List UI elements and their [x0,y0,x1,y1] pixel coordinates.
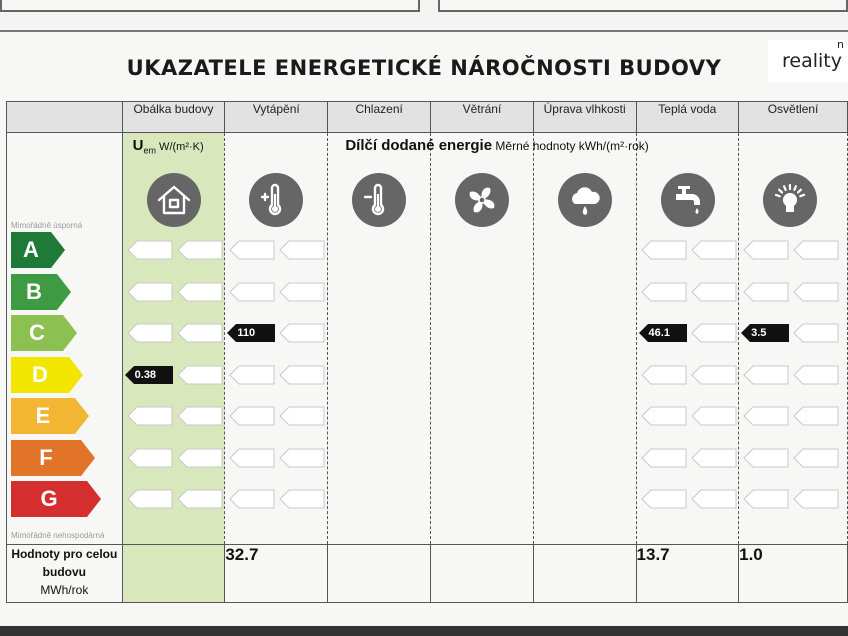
heating-rating-slot [279,282,325,302]
lighting-rating-slot [793,282,839,302]
rating-value: 110 [237,327,256,339]
logo-small-text: n [837,38,844,51]
lighting-rating-slot [743,489,789,509]
partial-energy-title: Dílčí dodané energie [345,137,493,154]
energy-class-letter: C [29,320,45,345]
lighting-rating-slot [743,365,789,385]
envelope-rating-marker [125,365,173,385]
heating-rating-slot [229,240,275,260]
energy-class-letter: E [35,403,51,428]
water-tap-icon [661,173,715,227]
rating-value: 46.1 [648,327,670,339]
lighting-rating-slot [743,240,789,260]
envelope-rating-slot [127,489,173,509]
previous-page-frame-left [0,0,420,12]
energy-indicator-table [6,101,848,603]
u-symbol: U [132,137,144,154]
energy-class-d [11,357,83,393]
heating-rating-slot [279,489,325,509]
totals-row [7,545,848,603]
totals-unit: MWh/rok [40,583,89,597]
energy-class-letter: B [26,278,42,304]
energy-class-c [11,315,77,351]
hot-water-rating-slot [641,489,687,509]
heating-column [225,133,649,545]
envelope-rating-slot [127,323,173,343]
energy-class-a [11,232,65,268]
energy-class-e [11,398,89,434]
column-header-ventilation: Větrání [431,102,534,133]
brand-logo [768,40,848,82]
bottom-bar [0,626,848,636]
hot-water-rating-marker [639,323,687,343]
scale-bottom-note: Mimořádně nehospodárná [11,531,105,540]
envelope-rating-slot [177,365,223,385]
energy-class-g [11,481,101,517]
rating-value: 0.38 [134,368,157,381]
logo-text: reality [782,50,842,72]
cooling-column [328,133,431,545]
heating-rating-slot [229,448,275,468]
lighting-rating-slot [793,448,839,468]
lighting-rating-slot [793,240,839,260]
humidity-cloud-icon [558,173,612,227]
total-lighting: 1.0 [739,545,848,603]
lighting-rating-slot [743,448,789,468]
energy-class-letter: F [39,444,53,470]
lighting-rating-slot [793,323,839,343]
humidity-column [533,133,636,545]
energy-class-letter: D [32,361,48,387]
column-header-cooling: Chlazení [328,102,431,133]
envelope-rating-slot [177,406,223,426]
envelope-column [122,133,225,545]
lighting-rating-slot [743,406,789,426]
energy-class-b [11,274,71,310]
hot-water-rating-slot [691,323,737,343]
lighting-rating-slot [793,365,839,385]
energy-class-scale [7,133,123,545]
total-cooling [328,545,431,603]
lighting-rating-slot [743,282,789,302]
header-row [7,102,848,133]
energy-class-letter: A [23,237,39,262]
hot-water-column [636,133,739,545]
heating-rating-slot [229,489,275,509]
envelope-rating-slot [127,448,173,468]
column-header-heating: Vytápění [225,102,328,133]
energy-class-letter: G [40,486,58,511]
hot-water-rating-slot [641,282,687,302]
envelope-rating-slot [127,282,173,302]
rating-value: 3.5 [751,327,767,339]
energy-label-sheet [0,30,848,625]
hot-water-rating-slot [691,365,737,385]
heating-rating-slot [229,365,275,385]
light-bulb-icon [763,173,817,227]
total-ventilation [431,545,534,603]
cooling-thermometer-icon [352,173,406,227]
envelope-rating-slot [177,489,223,509]
u-unit: W/(m²·K) [156,141,204,153]
envelope-rating-slot [127,240,173,260]
lighting-rating-slot [793,406,839,426]
u-subscript: em [143,145,156,156]
hot-water-rating-slot [691,406,737,426]
lighting-column [739,133,848,545]
previous-page-frame-right [438,0,848,12]
heating-rating-marker [227,323,275,343]
hot-water-rating-slot [641,240,687,260]
heating-rating-slot [279,365,325,385]
total-envelope [122,545,225,603]
envelope-rating-slot [177,323,223,343]
lighting-rating-slot [793,489,839,509]
column-header-humidity: Úprava vlhkosti [533,102,636,133]
total-humidity [533,545,636,603]
hot-water-rating-slot [641,448,687,468]
hot-water-rating-slot [691,282,737,302]
fan-icon [455,173,509,227]
heating-rating-slot [279,406,325,426]
lighting-rating-marker [741,323,789,343]
heating-rating-slot [279,448,325,468]
envelope-rating-slot [127,406,173,426]
top-strip [0,0,848,22]
hot-water-rating-slot [641,365,687,385]
hot-water-rating-slot [641,406,687,426]
ventilation-column [431,133,534,545]
heating-rating-slot [279,323,325,343]
totals-label: Hodnoty pro celou budovu [11,547,118,579]
envelope-unit-header [133,133,204,159]
header-corner [7,102,123,133]
rating-row [7,133,848,545]
column-header-hot-water: Teplá voda [636,102,739,133]
scale-top-note: Mimořádně úsporná [11,221,83,230]
hot-water-rating-slot [691,489,737,509]
hot-water-rating-slot [691,448,737,468]
column-header-lighting: Osvětlení [739,102,848,133]
partial-energy-unit: kWh/(m²·rok) [575,139,649,153]
total-hot-water: 13.7 [636,545,739,603]
heating-thermometer-icon [249,173,303,227]
envelope-rating-slot [177,282,223,302]
partial-energy-subtitle: Měrné hodnoty [492,139,576,153]
totals-label-cell [7,545,123,603]
heating-rating-slot [229,406,275,426]
envelope-rating-slot [177,240,223,260]
total-heating: 32.7 [225,545,328,603]
page-title: UKAZATELE ENERGETICKÉ NÁROČNOSTI BUDOVY [126,56,722,80]
energy-class-f [11,440,95,476]
hot-water-rating-slot [691,240,737,260]
envelope-rating-slot [177,448,223,468]
house-icon [147,173,201,227]
column-header-envelope: Obálka budovy [122,102,225,133]
heating-rating-slot [229,282,275,302]
heating-rating-slot [279,240,325,260]
